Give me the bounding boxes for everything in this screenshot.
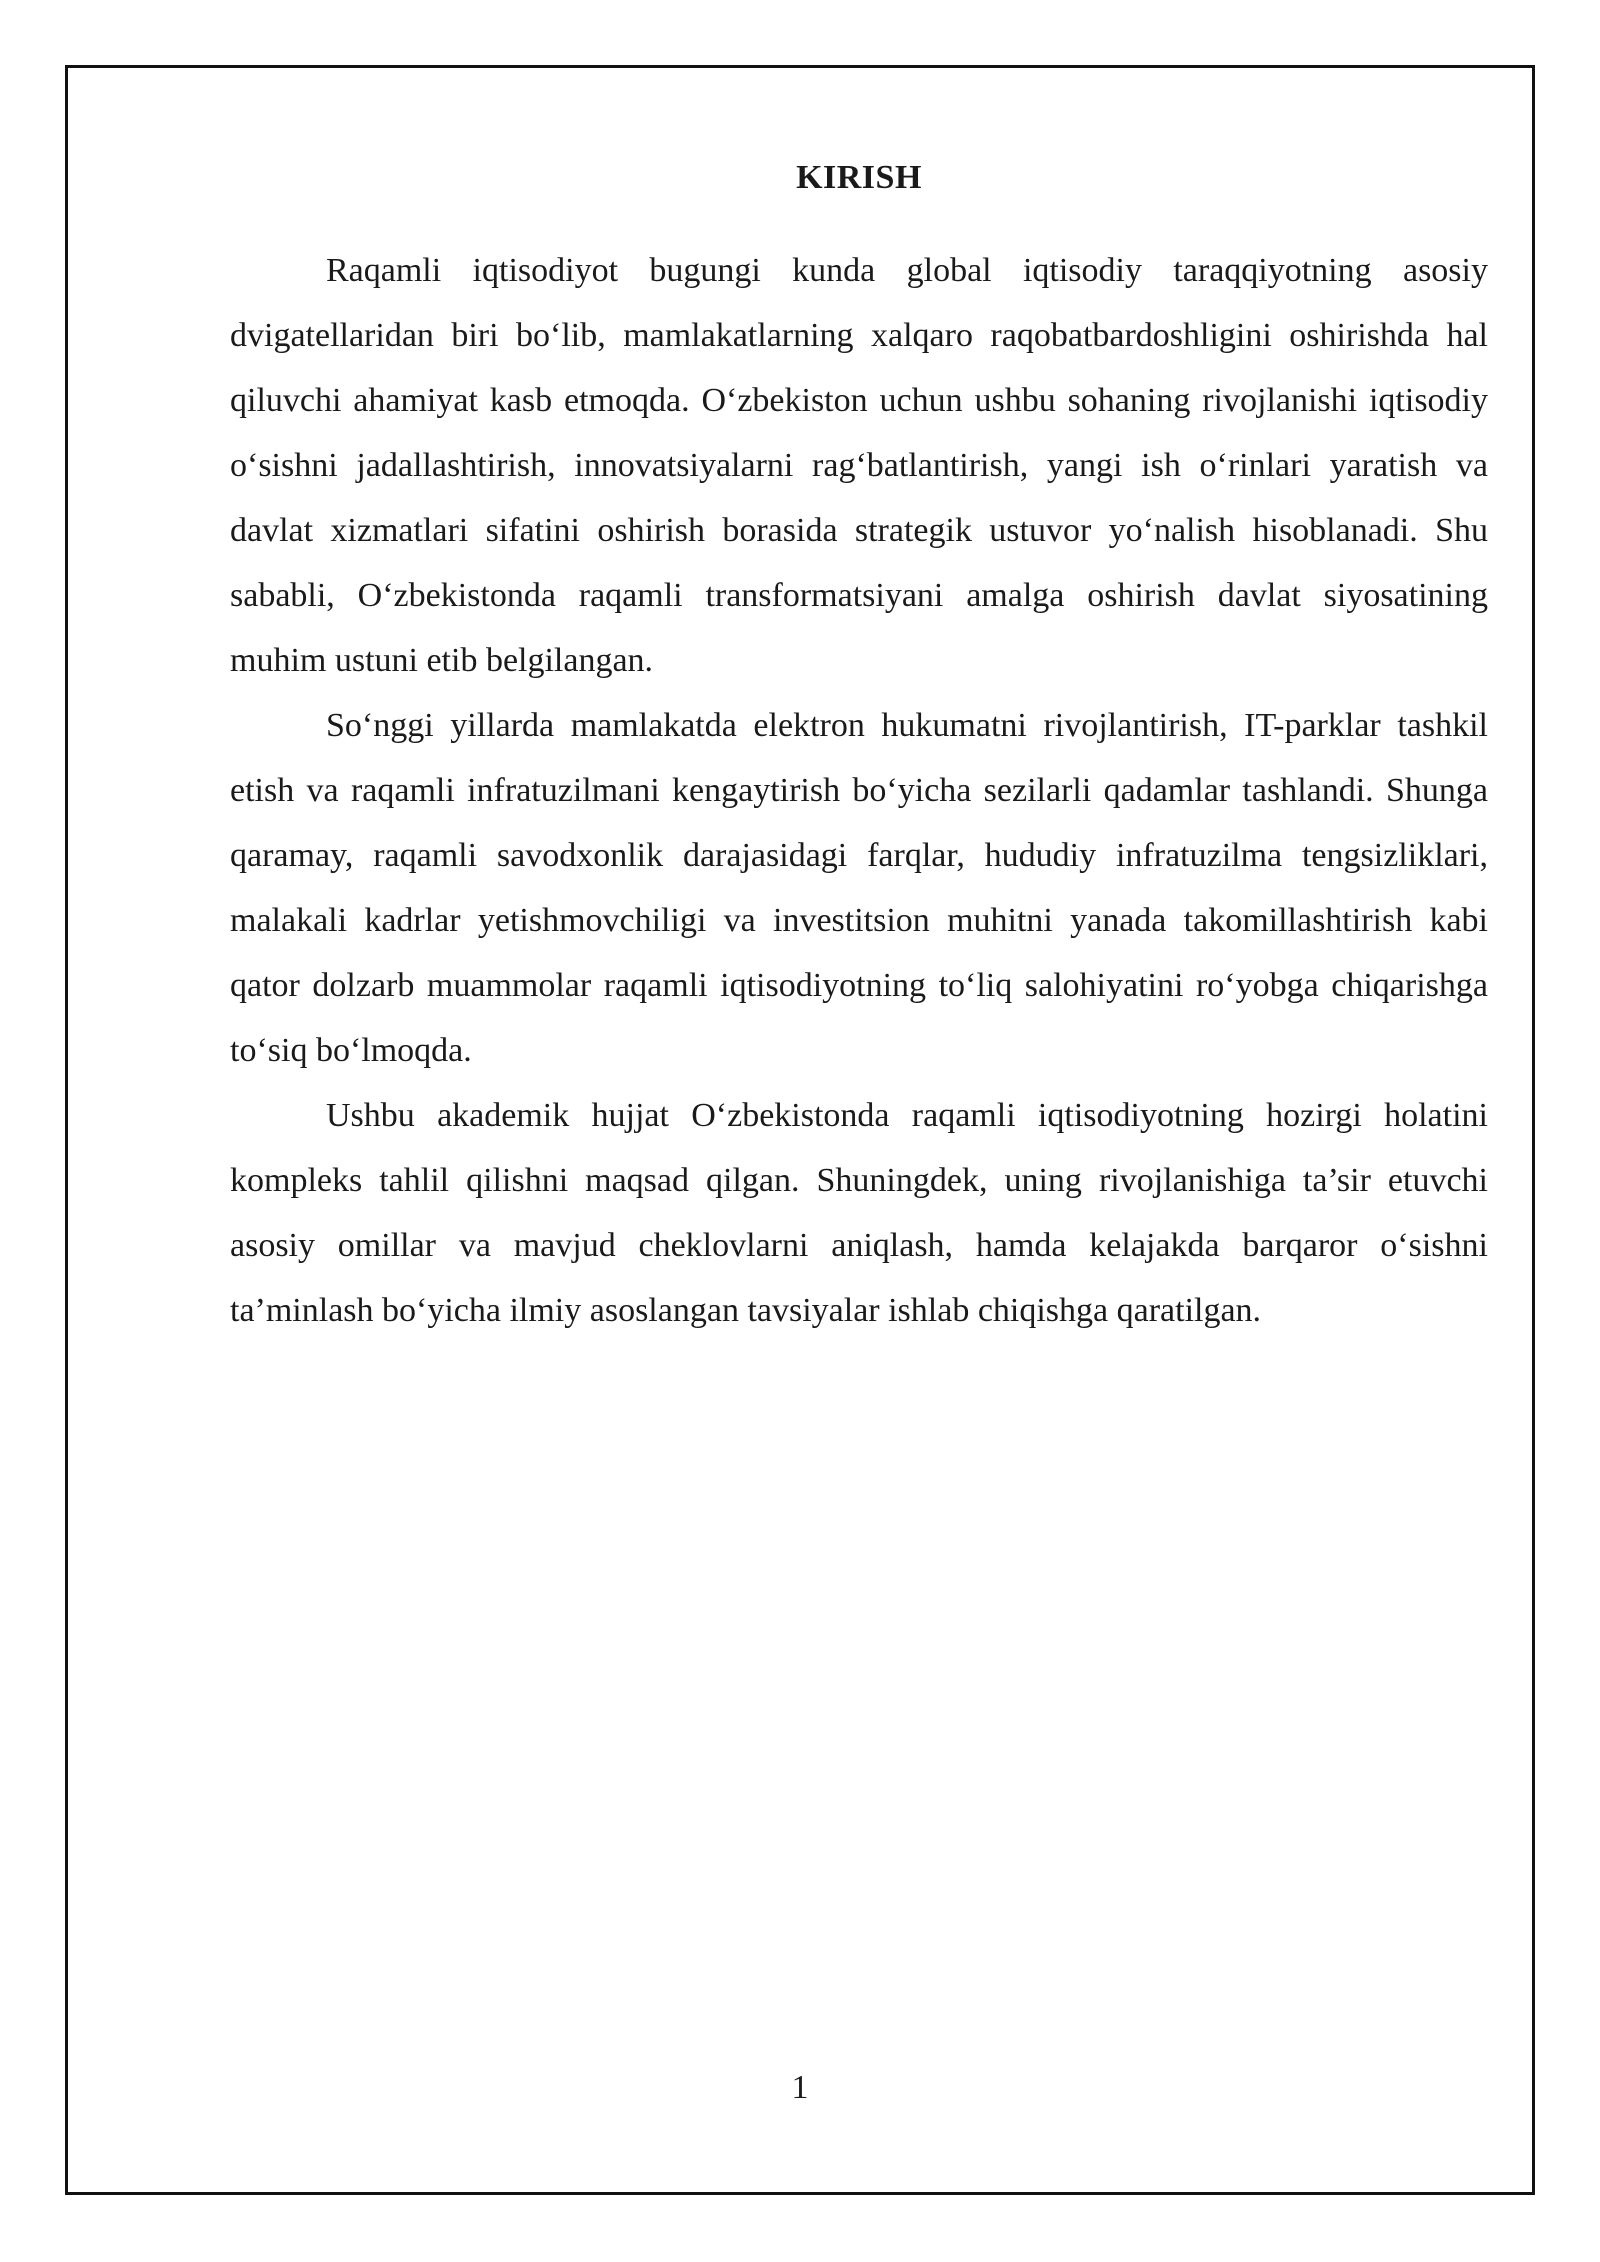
paragraph-2: So‘nggi yillarda mamlakatda elektron hukumatni rivojlantirish, IT-parklar tashkil etish va raqamli infratuzilmani kengaytirish bo‘yicha sezilarli qadamlar tashlandi. Shunga qaramay, raqamli savodxonlik darajasidagi farqlar, hududiy infratuzilma tengsizliklari, malakali kadrlar yetishmovchiligi va investitsion muhitni yanada takomillashtirish kabi qator dolzarb muammolar raqamli iqtisodiyotning to‘liq salohiyatini ro‘yobga chiqarishga to‘siq bo‘lmoqda. [230,707,1488,1069]
page-content [230,158,1488,1343]
paragraph-3: Ushbu akademik hujjat O‘zbekistonda raqamli iqtisodiyotning hozirgi holatini kompleks tahlil qilishni maqsad qilgan. Shuningdek, uning rivojlanishiga ta’sir etuvchi asosiy omillar va mavjud cheklovlarni aniqlash, hamda kelajakda barqaror o‘sishni ta’minlash bo‘yicha ilmiy asoslangan tavsiyalar ishlab chiqishga qaratilgan. [230,1097,1488,1329]
page-border [65,65,1535,2195]
paragraph-1: Raqamli iqtisodiyot bugungi kunda global iqtisodiy taraqqiyotning asosiy dvigatellaridan biri bo‘lib, mamlakatlarning xalqaro raqobatbardoshligini oshirishda hal qiluvchi ahamiyat kasb etmoqda. O‘zbekiston uchun ushbu sohaning rivojlanishi iqtisodiy o‘sishni jadallashtirish, innovatsiyalarni rag‘batlantirish, yangi ish o‘rinlari yaratish va davlat xizmatlari sifatini oshirish borasida strategik ustuvor yo‘nalish hisoblanadi. Shu sababli, O‘zbekistonda raqamli transformatsiyani amalga oshirish davlat siyosatining muhim ustuni etib belgilangan. [230,252,1488,679]
page-number: 1 [791,2069,809,2106]
section-heading: KIRISH [796,159,922,196]
